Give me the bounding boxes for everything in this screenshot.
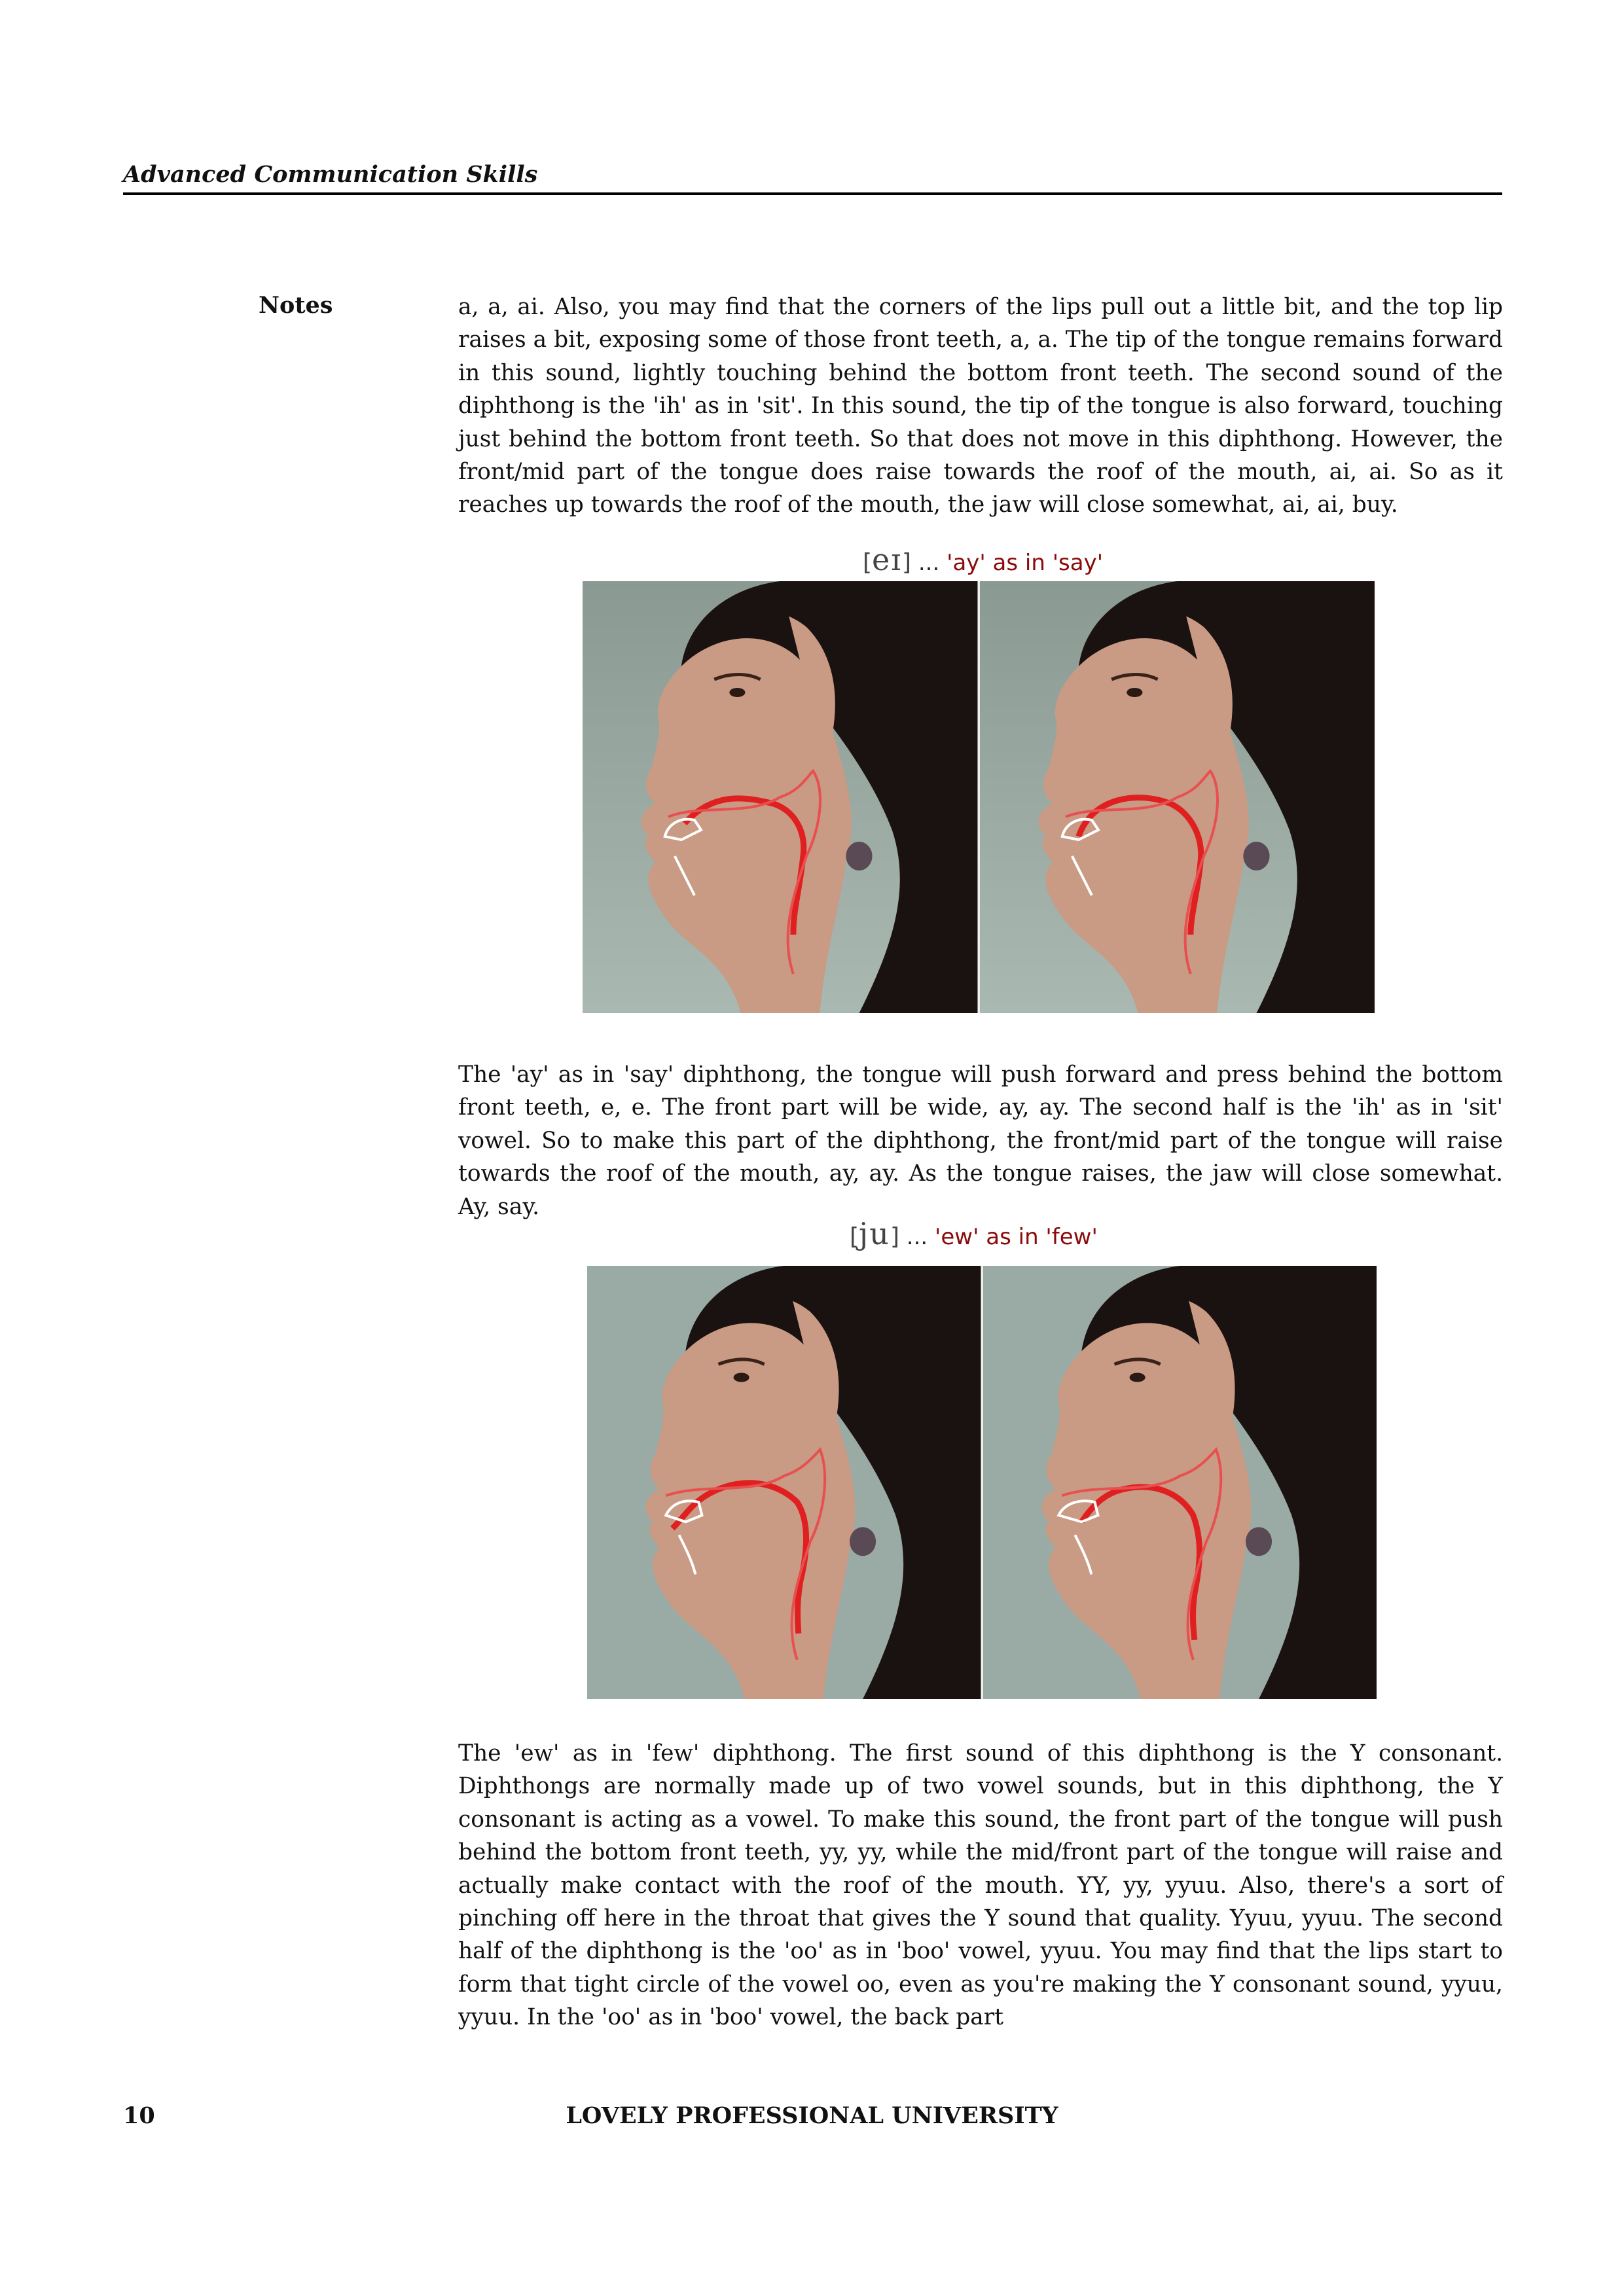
body-paragraph-1: a, a, ai. Also, you may find that the corners of the lips pull out a little bit, and the top lip raises a bit, exposing some of those front teeth, a, a. The tip of the tongue remains forward in this sound, lightly touching behind the bottom front teeth. The second sound of the diphthong is the 'ih' as in 'sit'. In this sound, the tip of the tongue is also forward, touching just behind the bottom front teeth. So that does not move in this diphthong. However, the front/mid part of the tongue does raise towards the roof of the mouth, ai, ai. So as it reaches up towards the roof of the mouth, the jaw will close somewhat, ai, ai, buy. <box>458 294 1503 518</box>
caption-text: 'ew' as in 'few' <box>935 1224 1098 1250</box>
notes-label: Notes <box>259 292 333 319</box>
running-header-title: Advanced Communication Skills <box>123 161 538 188</box>
bracket-open: [ <box>850 1223 859 1250</box>
figure-caption-ay <box>863 542 1103 577</box>
ipa-symbol: ju <box>859 1216 890 1251</box>
ipa-symbol: eɪ <box>872 542 902 577</box>
figure-ay-diphthong <box>583 581 1375 1013</box>
figure-caption-ew <box>850 1216 1098 1251</box>
bracket-close: ] <box>901 549 912 576</box>
caption-separator: ... <box>906 1224 928 1250</box>
body-paragraph-2: The 'ay' as in 'say' diphthong, the tongue will push forward and press behind the bottom front teeth, e, e. The front part will be wide, ay, ay. The second half is the 'ih' as in 'sit' vowel. So to make this part of the diphthong, the front/mid part of the tongue will raise towards the roof of the mouth, ay, ay. As the tongue raises, the jaw will close somewhat. Ay, say. <box>458 1062 1503 1220</box>
profile-image-ew-start <box>587 1266 981 1699</box>
caption-text: 'ay' as in 'say' <box>947 550 1104 576</box>
bracket-close: ] <box>890 1223 899 1250</box>
header-rule <box>123 192 1502 195</box>
profile-image-ay-start <box>583 581 978 1013</box>
profile-image-ew-end <box>981 1266 1377 1699</box>
footer-university-name: LOVELY PROFESSIONAL UNIVERSITY <box>566 2102 1058 2129</box>
profile-image-ay-end <box>978 581 1375 1013</box>
caption-separator: ... <box>918 550 940 576</box>
bracket-open: [ <box>863 549 873 576</box>
figure-ew-diphthong <box>587 1266 1377 1699</box>
body-paragraph-3: The 'ew' as in 'few' diphthong. The first sound of this diphthong is the Y consonant. Diphthongs are normally made up of two vowel sounds, but in this diphthong, the Y consonant is acting as a vowel. To make this sound, the front part of the tongue will push behind the bottom front teeth, yy, yy, while the mid/front part of the tongue will raise and actually make contact with the roof of the mouth. YY, yy, yyuu. Also, there's a sort of pinching off here in the throat that gives the Y sound that quality. Yyuu, yyuu. The second half of the diphthong is the 'oo' as in 'boo' vowel, yyuu. You may find that the lips start to form that tight circle of the vowel oo, even as you're making the Y consonant sound, yyuu, yyuu. In the 'oo' as in 'boo' vowel, the back part <box>458 1740 1503 2031</box>
page-number: 10 <box>123 2102 155 2129</box>
